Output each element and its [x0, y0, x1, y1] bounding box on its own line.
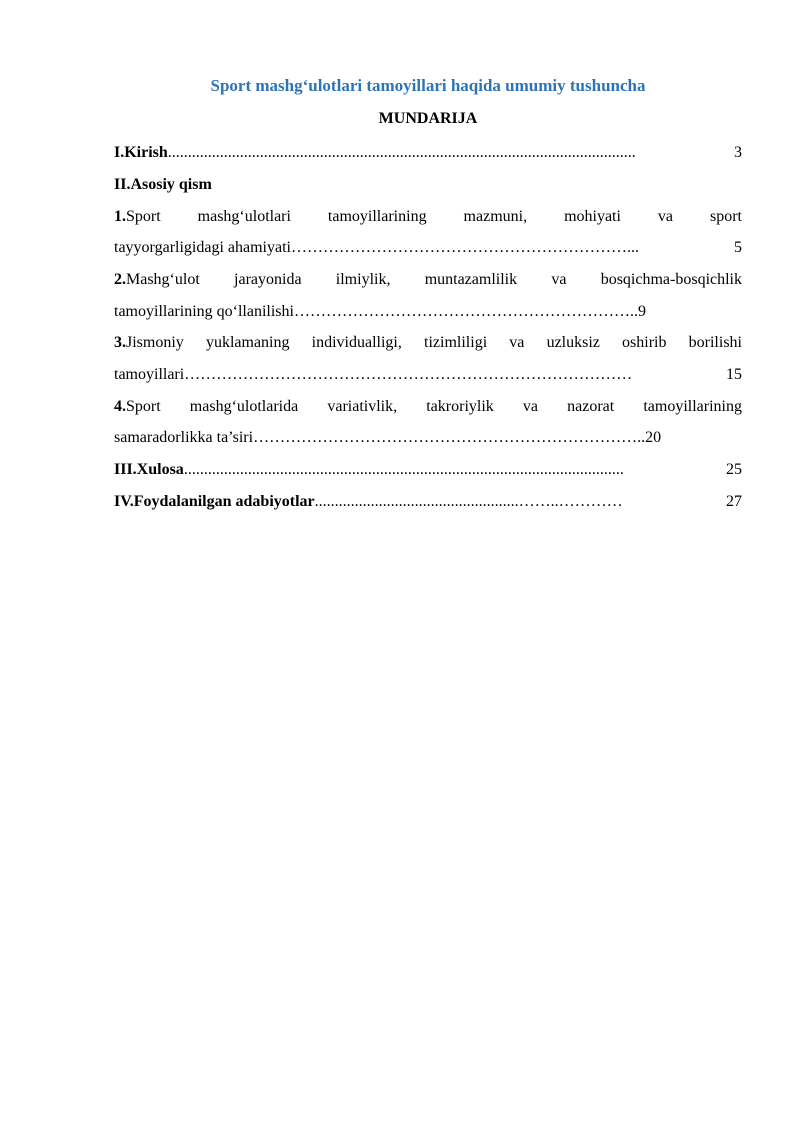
- toc-word: yuklamaning: [205, 334, 290, 351]
- toc-label-main: II.Asosiy qism: [114, 176, 212, 193]
- toc-word: mashg‘ulotlarida: [189, 398, 299, 415]
- toc-num-1: 1.: [114, 208, 126, 225]
- toc-word: oshirib: [622, 334, 667, 351]
- toc-word: muntazamlilik: [424, 271, 518, 288]
- toc-page-intro: 3: [734, 144, 742, 161]
- toc-word: tizimliligi: [424, 334, 488, 351]
- toc-word: variativlik,: [327, 398, 398, 415]
- toc-entry-3-line1[interactable]: [114, 333, 742, 353]
- toc-word: Mashg‘ulot: [126, 271, 200, 288]
- toc-word: va: [551, 271, 567, 288]
- toc-entry-2-line1[interactable]: [114, 270, 742, 290]
- toc-entry-1-line1[interactable]: [114, 207, 742, 227]
- toc-word: uzluksiz: [546, 334, 600, 351]
- toc-entry-conclusion[interactable]: [114, 460, 742, 480]
- toc-word: sport: [710, 208, 742, 225]
- toc-entry-1-line2[interactable]: [114, 238, 742, 258]
- toc-word: ilmiylik,: [335, 271, 391, 288]
- toc-entry-4-line1[interactable]: [114, 397, 742, 417]
- toc-heading: MUNDARIJA: [378, 110, 478, 127]
- toc-word: nazorat: [567, 398, 615, 415]
- toc-word: tamoyillarining: [327, 208, 427, 225]
- toc-entry-main[interactable]: [114, 175, 742, 195]
- toc-word: tamoyillarining: [643, 398, 742, 415]
- toc-num-2: 2.: [114, 271, 126, 288]
- toc-entry-4-line2[interactable]: [114, 428, 742, 448]
- toc-page-2: 9: [637, 303, 646, 320]
- toc-word: borilishi: [688, 334, 742, 351]
- toc-word: bosqichma-bosqichlik: [600, 271, 742, 288]
- toc-num-3: 3.: [114, 334, 126, 351]
- toc-word: Sport: [126, 398, 161, 415]
- toc-label-conclusion: III.Xulosa: [114, 461, 184, 478]
- toc-label-references: IV.Foydalanilgan adabiyotlar: [114, 493, 315, 510]
- toc-page-3: 15: [726, 366, 742, 383]
- toc-leader-conclusion: ..............................................................................................................: [183, 461, 624, 478]
- toc-text-3: tamoyillari…………………………………………………………………………: [114, 366, 633, 383]
- toc-num-4: 4.: [114, 398, 126, 415]
- toc-word: mohiyati: [564, 208, 621, 225]
- toc-entry-2-line2[interactable]: [114, 302, 742, 322]
- toc-text-2: tamoyillarining qo‘llanilishi………………………………………………………..: [114, 303, 638, 320]
- toc-word: va: [522, 398, 539, 415]
- toc-entry-3-line2[interactable]: [114, 365, 742, 385]
- toc-entry-intro[interactable]: [114, 143, 742, 163]
- toc-word: jarayonida: [234, 271, 302, 288]
- toc-page-references: 27: [726, 493, 742, 510]
- toc-leader-references: ...................................................……..…………: [314, 493, 623, 510]
- toc-word: mazmuni,: [463, 208, 528, 225]
- toc-word: mashg‘ulotlari: [197, 208, 291, 225]
- toc-label-intro: I.Kirish: [114, 144, 168, 161]
- toc-page-1: 5: [734, 239, 742, 256]
- toc-word: va: [509, 334, 525, 351]
- toc-entry-references[interactable]: [114, 492, 742, 512]
- toc-page-conclusion: 25: [726, 461, 742, 478]
- toc-word: Jismoniy: [126, 334, 184, 351]
- document-title: Sport mashg‘ulotlari tamoyillari haqida umumiy tushuncha: [210, 76, 646, 95]
- toc-word: takroriylik: [426, 398, 494, 415]
- toc-text-4: samaradorlikka ta’siri………………………………………………………………..: [114, 429, 646, 446]
- toc-word: va: [657, 208, 674, 225]
- toc-page-4: 20: [645, 429, 662, 446]
- toc-word: individualligi,: [311, 334, 402, 351]
- toc-leader-intro: .....................................................................................................................: [167, 144, 636, 161]
- toc-word: Sport: [126, 208, 161, 225]
- toc-text-1: tayyorgarligidagi ahamiyati………………………………………………………...: [114, 239, 639, 256]
